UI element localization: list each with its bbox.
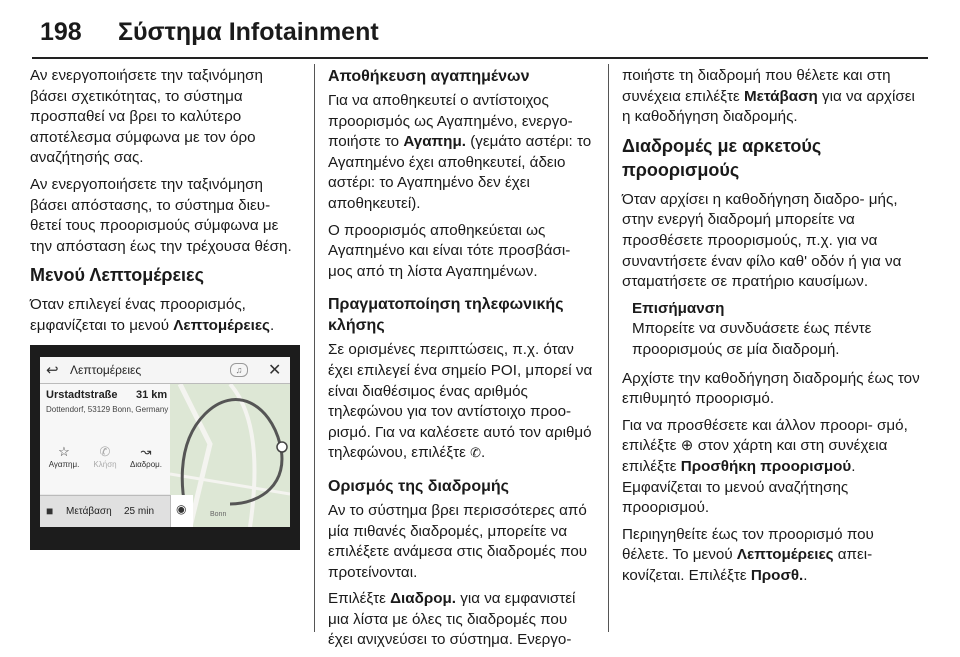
bold-term: Προσθήκη προορισμού (680, 457, 852, 475)
paragraph: Αν ενεργοποιήσετε την ταξινόμηση βάσει σχετικότητας, το σύστημα προσπαθεί να βρει το καλύτερο αποτέλεσμα σύμφωνα με τον όρο αναζήτησής σας. (30, 67, 263, 167)
text: απει- κονίζεται. Επιλέξτε (622, 546, 873, 584)
bold-term: Μετάβαση (743, 87, 818, 105)
eta: 25 min (124, 506, 155, 517)
favourite-button[interactable] (44, 444, 84, 469)
paragraph (622, 416, 922, 519)
text: . (481, 444, 486, 462)
page-title: Σύστημα Infotainment (118, 18, 379, 46)
column-3 (622, 66, 922, 592)
screen-title: Λεπτομέρειες (70, 363, 142, 377)
section-heading: Πραγματοποίηση τηλεφωνικής κλήσης (328, 296, 564, 335)
paragraph: Αρχίστε την καθοδήγηση διαδρομής έως τον επιθυμητό προορισμό. (622, 369, 920, 408)
distance: 31 km (136, 389, 168, 401)
phone-icon: ✆ (470, 445, 481, 461)
section-heading: Διαδρομές με αρκετούς προορισμούς (622, 135, 822, 180)
paragraph (328, 91, 596, 215)
column-divider (314, 64, 315, 632)
header-rule (32, 57, 928, 59)
call-button[interactable] (85, 444, 125, 469)
favourite-label: Αγαπημ. (48, 460, 80, 469)
section-heading: Μενού Λεπτομέρειες (30, 265, 204, 286)
details-screen-illustration (30, 345, 300, 550)
music-note-icon: ♫ (230, 363, 248, 377)
start-label: Μετάβαση (66, 506, 112, 517)
map-city-label: Bonn (210, 511, 227, 518)
text: Σε ορισμένες περιπτώσεις, π.χ. όταν έχει επιλεγεί ένα σημείο POI, μπορεί να είναι διαθέσιμος ένας αριθμός τηλεφώνου για τον αντίστοιχο προο- ρισμό. Για να καλέσετε αυτό τον αριθμό τηλεφώνου, επιλέξτε (328, 341, 593, 462)
street-name: Urstadtstraße (46, 389, 118, 401)
bold-term: Προσθ. (750, 566, 804, 584)
bold-term: Αγαπημ. (403, 133, 466, 151)
destination-info-panel (40, 384, 170, 494)
text: . (269, 316, 275, 334)
paragraph (622, 525, 922, 587)
note-title: Επισήμανση (632, 299, 725, 317)
page-header (0, 0, 960, 58)
crosshair-icon: ⊕ (680, 437, 694, 455)
routes-label: Διαδρομ. (129, 460, 163, 469)
paragraph: Αν το σύστημα βρει περισσότερες από μία πιθανές διαδρομές, μπορείτε να επιλέξετε ανάμεσα στις διαδρομές που προτείνονται. (328, 501, 588, 581)
page-number: 198 (40, 18, 82, 46)
pin-icon: ◉ (176, 502, 187, 516)
star-icon: ☆ (58, 444, 70, 459)
column-2 (328, 66, 596, 657)
text: στον χάρτη και στη συνέχεια επιλέξτε (622, 437, 888, 475)
paragraph: Όταν αρχίσει η καθοδήγηση διαδρο- μής, στην ενεργή διαδρομή μπορείτε να προσθέσετε προορισμούς, π.χ. για να συναντήσετε έναν φίλο καθ' οδόν ή για να σταματήσετε σε πρατήριο καυσίμων. (622, 190, 902, 291)
section-heading: Αποθήκευση αγαπημένων (328, 68, 530, 85)
close-icon[interactable]: ✕ (268, 362, 282, 379)
text: Επιλέξτε (328, 590, 391, 608)
text: Για να προσθέσετε και άλλον προορι- σμό, επιλέξτε (622, 416, 908, 455)
text: για να αρχίσει η καθοδήγηση διαδρομής. (622, 87, 915, 126)
address: Dottendorf, 53129 Bonn, Germany (46, 405, 169, 414)
paragraph (622, 66, 922, 128)
text: ποιήστε τη διαδρομή που θέλετε και στη συνέχεια επιλέξτε (622, 67, 891, 105)
column-divider (608, 64, 609, 632)
bold-term: Διαδρομ. (390, 590, 457, 608)
back-icon[interactable]: ↩ (46, 362, 59, 379)
text: Για να αποθηκευτεί ο αντίστοιχος προορισμός ως Αγαπημένο, ενεργο- ποιήστε το (328, 92, 573, 151)
bold-term: Λεπτομέρειες (173, 316, 270, 334)
text: . Εμφανίζεται το μενού αναζήτησης προορισμού. (622, 457, 856, 517)
map-pin-button[interactable] (170, 495, 193, 527)
routes-icon: ↝ (140, 444, 152, 459)
text: Όταν επιλεγεί ένας προορισμός, εμφανίζεται το μενού (30, 296, 246, 334)
paragraph (30, 295, 302, 336)
section-heading: Ορισμός της διαδρομής (328, 477, 509, 495)
text: (γεμάτο αστέρι: το Αγαπημένο έχει αποθηκευτεί, άδειο αστέρι: το Αγαπημένο δεν έχει αποθηκευτεί). (328, 133, 592, 212)
call-label: Κλήση (93, 460, 117, 469)
paragraph (328, 340, 596, 464)
paragraph: Αν ενεργοποιήσετε την ταξινόμηση βάσει απόστασης, το σύστημα διευ- θετεί τους προορισμούς σύμφωνα με την απόσταση έως την τρέχουσα θέση. (30, 175, 292, 255)
phone-icon: ✆ (99, 444, 111, 459)
text: για να εμφανιστεί μια λίστα με όλες τις διαδρομές που έχει ανιχνεύσει το σύστημα. Ενεργο- (328, 590, 576, 649)
bold-term: Λεπτομέρειες (736, 546, 834, 564)
routes-button[interactable] (126, 444, 166, 469)
column-1 (30, 66, 302, 343)
car-icon: ■ (46, 504, 54, 518)
note-box (622, 299, 922, 361)
text: . (803, 566, 808, 584)
text: Περιηγηθείτε έως τον προορισμό που θέλετε. Το μενού (622, 525, 874, 564)
screen-title-bar (40, 357, 290, 384)
paragraph: Ο προορισμός αποθηκεύεται ως Αγαπημένο και είναι τότε προσβάσι- μος από τη λίστα Αγαπημένων. (328, 221, 571, 280)
note-text: Μπορείτε να συνδυάσετε έως πέντε προορισμούς σε μία διαδρομή. (632, 320, 872, 358)
start-navigation-button[interactable] (40, 495, 170, 527)
screen (40, 357, 290, 527)
